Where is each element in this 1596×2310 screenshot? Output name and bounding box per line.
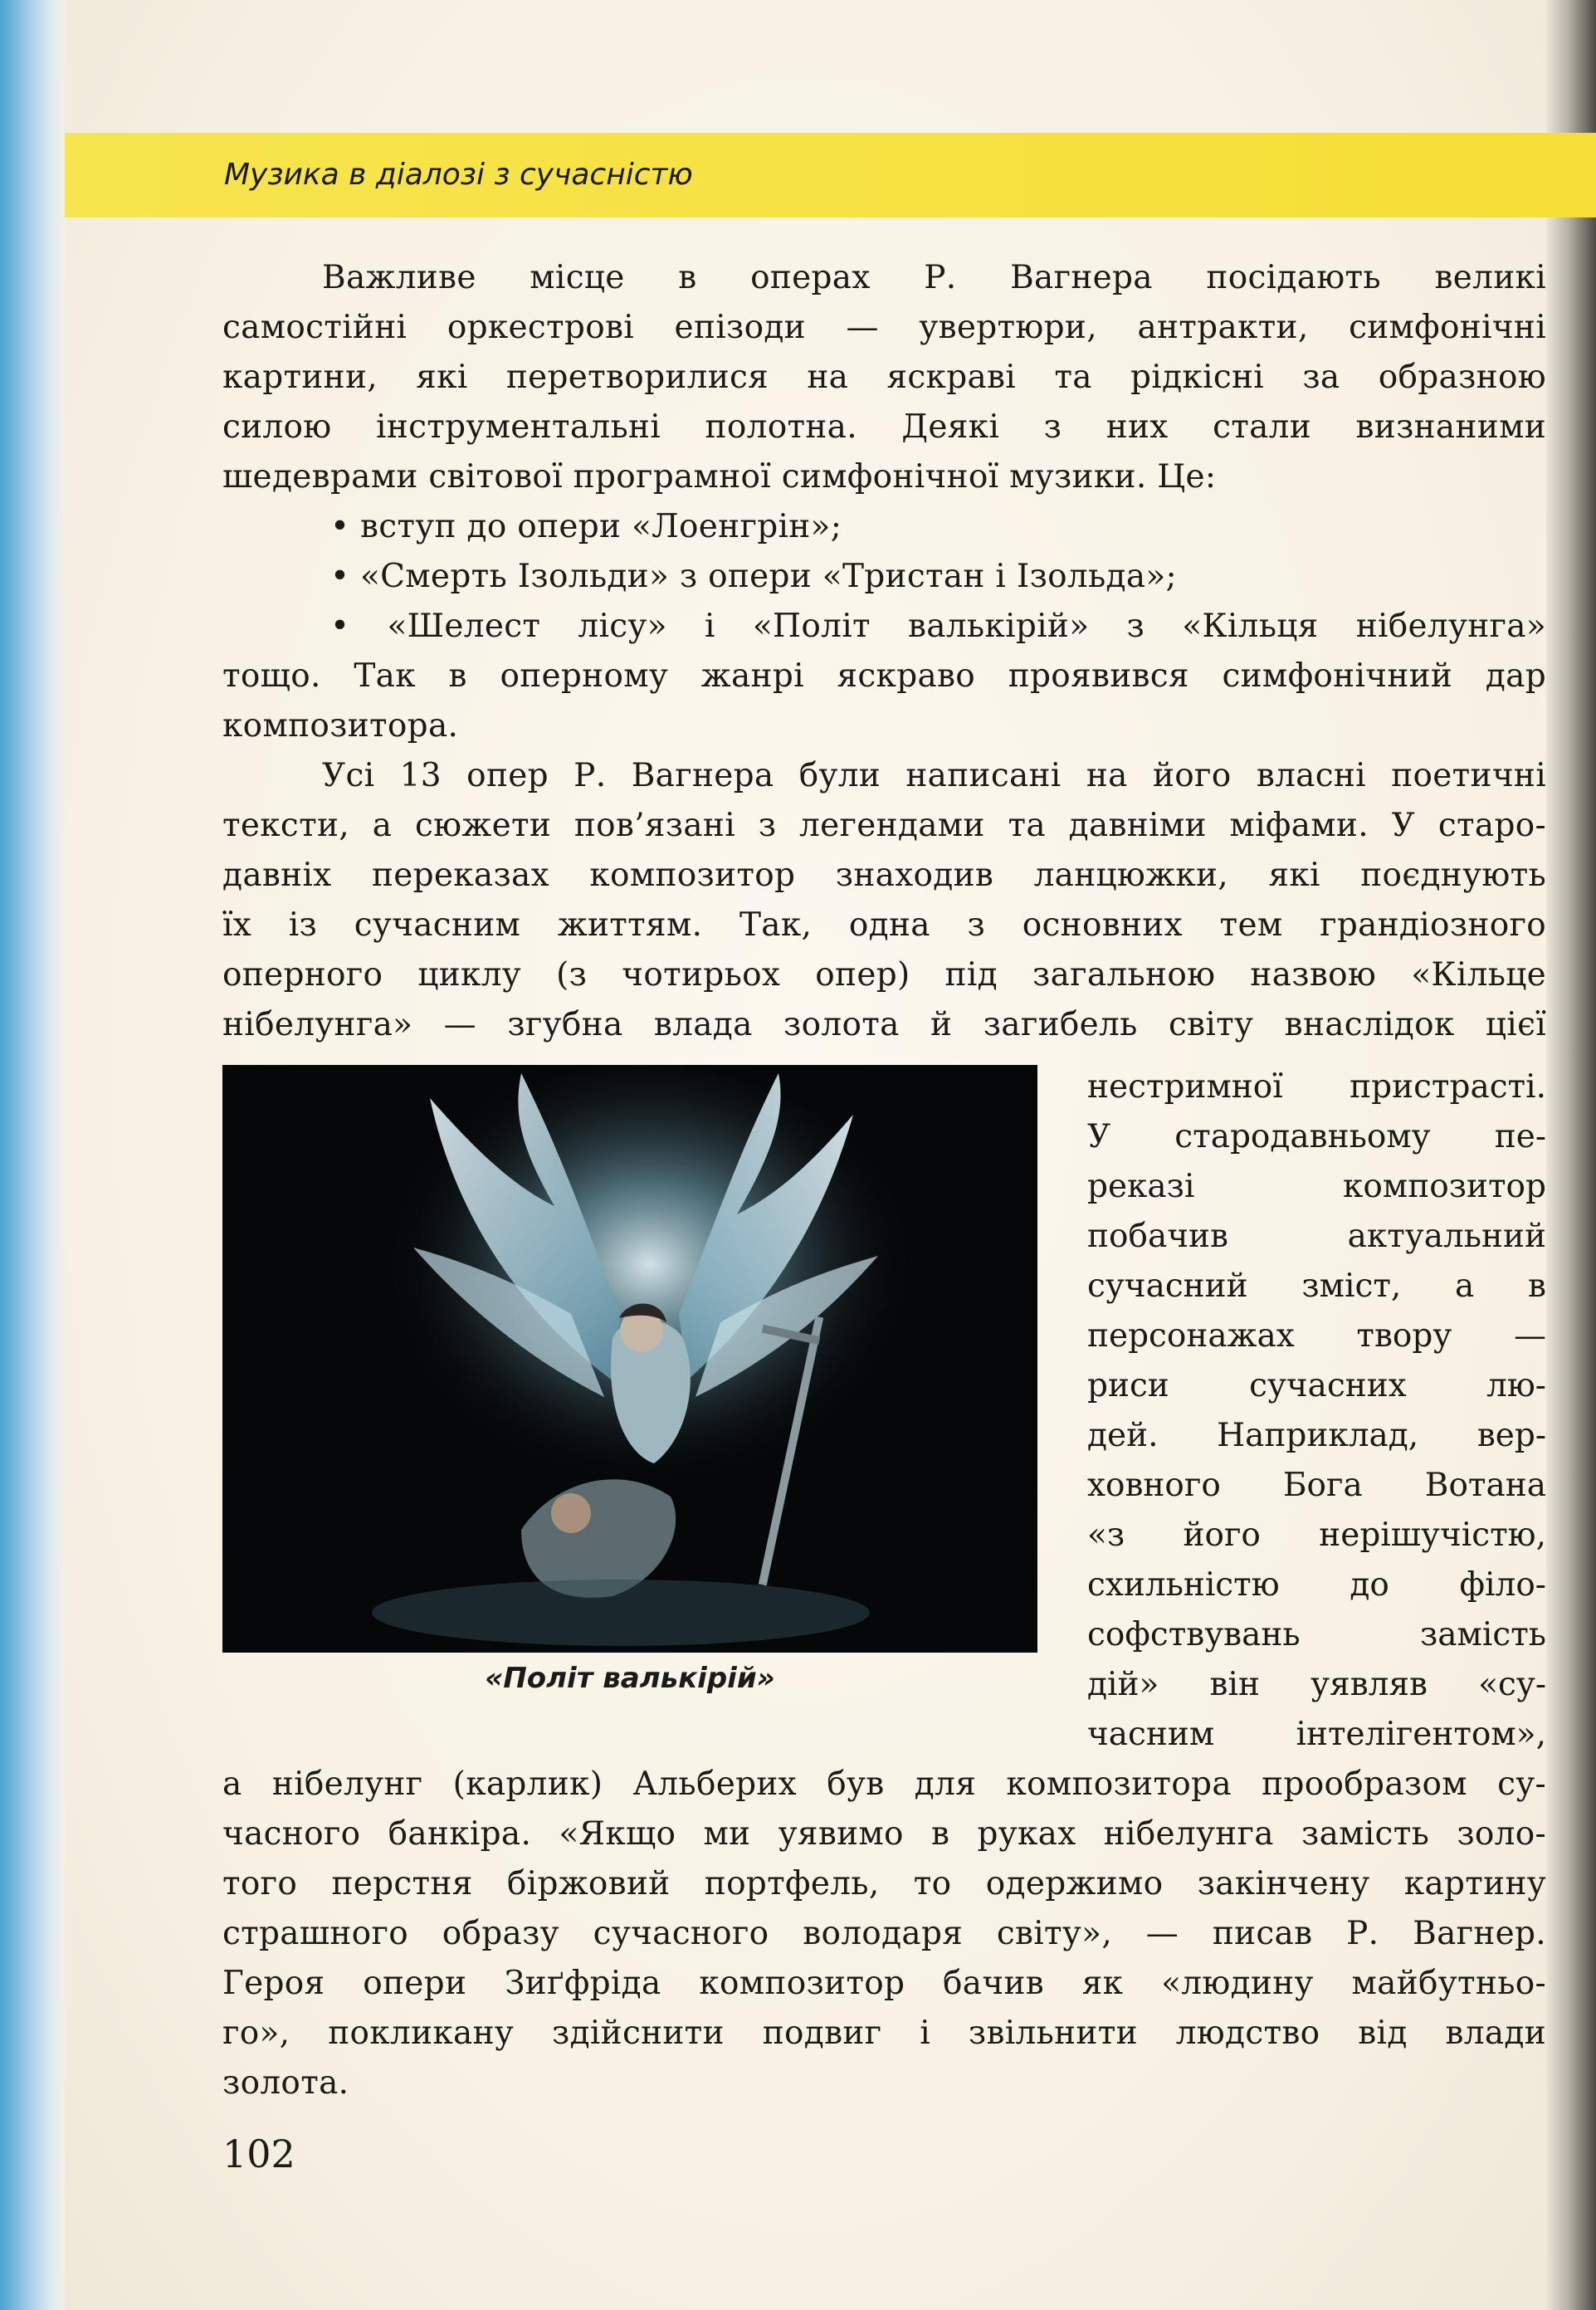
text-line: Важливе місце в операх Р. Вагнера посідають великі xyxy=(322,259,1546,296)
bullet-item: • «Смерть Ізольди» з опери «Тристан і Ізольда»; xyxy=(330,558,1177,595)
text-line: композитора. xyxy=(222,707,459,745)
bullet-item: • «Шелест лісу» і «Політ валькірій» з «Кільця нібелунга» xyxy=(330,608,1546,645)
text-line: тощо. Так в оперному жанрі яскраво проявився симфонічний дар xyxy=(222,657,1546,695)
text-line: того перстня біржовий портфель, то одержимо закінчену картину xyxy=(222,1865,1546,1902)
text-line: їх із сучасним життям. Так, одна з основних тем грандіозного xyxy=(222,906,1546,944)
text-line: часного банкіра. «Якщо ми уявимо в руках нібелунга замість золо- xyxy=(222,1815,1546,1853)
section-header-title: Музика в діалозі з сучасністю xyxy=(224,158,693,192)
paragraph-intro xyxy=(222,253,1546,502)
text-line: ховного Бога Вотана xyxy=(1087,1467,1546,1504)
paragraph-intro-end xyxy=(222,652,1546,751)
text-line: реказі композитор xyxy=(1087,1168,1546,1205)
text-line: давніх переказах композитор знаходив ланцюжки, які поєднують xyxy=(222,857,1546,894)
text-line: тексти, а сюжети пов’язані з легендами та давніми міфами. У старо- xyxy=(222,807,1546,844)
valkyrie-illustration xyxy=(222,1065,1037,1653)
text-line: схильністю до філо- xyxy=(1087,1566,1546,1604)
text-line: побачив актуальний xyxy=(1087,1218,1546,1255)
figure-caption: «Політ валькірій» xyxy=(485,1662,775,1695)
text-line: риси сучасних лю- xyxy=(1087,1367,1546,1404)
text-line: часним інтелігентом», xyxy=(1087,1716,1546,1753)
text-line: самостійні оркестрові епізоди — увертюри, антракти, симфонічні xyxy=(222,309,1546,346)
text-line: страшного образу сучасного володаря світу», — писав Р. Вагнер. xyxy=(222,1915,1546,1952)
text-line: сучасний зміст, а в xyxy=(1087,1267,1546,1305)
text-line: а нібелунг (карлик) Альберих був для композитора прообразом су- xyxy=(222,1765,1546,1803)
side-text-column xyxy=(1087,1062,1546,1760)
paragraph-operas xyxy=(222,751,1546,1050)
text-line: картини, які перетворилися на яскраві та рідкісні за образною xyxy=(222,359,1546,396)
text-line: шедеврами світової програмної симфонічної музики. Це: xyxy=(222,458,1217,496)
text-line: «з його нерішучістю, xyxy=(1087,1516,1546,1554)
paragraph-operas-end xyxy=(222,1760,1546,2108)
page-edge-left xyxy=(0,0,65,2310)
text-line: силою інструментальні полотна. Деякі з них стали визнаними xyxy=(222,408,1546,446)
page-binding-shadow xyxy=(1546,0,1596,2310)
text-line: персонажах твору — xyxy=(1087,1317,1546,1355)
bullet-item: • вступ до опери «Лоенгрін»; xyxy=(330,508,842,545)
bullet-list xyxy=(222,502,1546,652)
text-line: нібелунга» — згубна влада золота й загибель світу внаслідок цієї xyxy=(222,1006,1546,1043)
text-line: У стародавньому пе- xyxy=(1087,1118,1546,1155)
text-line: го», покликану здійснити подвиг і звільнити людство від влади xyxy=(222,2015,1546,2052)
valkyrie-artwork xyxy=(222,1065,1037,1653)
text-line: Усі 13 опер Р. Вагнера були написані на його власні поетичні xyxy=(322,757,1546,794)
text-line: дій» він уявляв «су- xyxy=(1087,1666,1546,1703)
text-line: Героя опери Зиґфріда композитор бачив як «людину майбутньо- xyxy=(222,1965,1546,2002)
text-line: нестримної пристрасті. xyxy=(1087,1068,1546,1106)
page-number: 102 xyxy=(222,2132,295,2176)
text-line: оперного циклу (з чотирьох опер) під загальною назвою «Кільце xyxy=(222,956,1546,994)
text-line: софствувань замість xyxy=(1087,1616,1546,1653)
text-line: золота. xyxy=(222,2064,349,2102)
text-line: дей. Наприклад, вер- xyxy=(1087,1417,1546,1454)
